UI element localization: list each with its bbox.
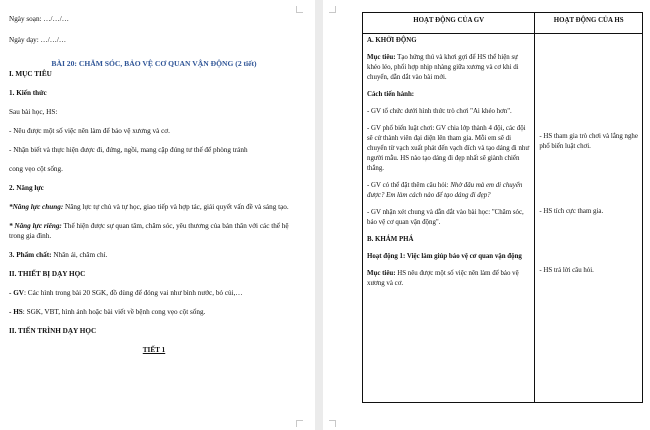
date-teach: Ngày dạy: …/…/… [9, 36, 67, 44]
gv-cell [363, 34, 535, 403]
text: Năng lực tự chủ và tự học, giao tiếp và hợp tác, giải quyết vấn đề và sáng tạo. [63, 203, 289, 211]
paragraph [9, 221, 299, 241]
hs-cell [535, 34, 643, 403]
section-tien-trinh: II. TIẾN TRÌNH DẠY HỌC [9, 327, 97, 335]
label: - GV [9, 289, 24, 297]
text: Thể hiện được sự quan tâm, chăm sóc, yêu thương của bản thân với các thế hệ trong gia đình. [9, 222, 289, 240]
label: * Năng lực riêng: [9, 222, 62, 230]
paragraph [9, 288, 299, 298]
header-gv: HOẠT ĐỘNG CỦA GV [363, 13, 535, 34]
step: - GV tổ chức dưới hình thức trò chơi "Ai khéo hơn". [367, 108, 512, 115]
cach-tien-hanh: Cách tiến hành: [367, 91, 415, 98]
question: Nhờ đâu mà em di chuyển được? Em làm cách nào để tạo dáng đi đẹp? [367, 182, 523, 199]
paragraph: cong vẹo cột sống. [9, 165, 63, 173]
hs-response: - HS tham gia trò chơi và lắng nghe phổ biến luật chơi. [539, 133, 638, 150]
text: - GV có thể đặt thêm câu hỏi: [367, 182, 451, 189]
section-muc-tieu: I. MỤC TIÊU [9, 70, 52, 78]
margin-mark [296, 6, 303, 13]
label: *Năng lực chung: [9, 203, 64, 211]
text: HS nêu được một số việc nên làm để bảo vệ xương và cơ. [367, 270, 519, 287]
hoat-dong-1: Hoạt động 1: Việc làm giúp bảo vệ cơ quan vận động [367, 253, 522, 260]
margin-mark [329, 420, 336, 427]
text: Nhân ái, chăm chỉ. [51, 251, 108, 259]
step: - GV phổ biến luật chơi: GV chia lớp thành 4 đội, các đội sẽ cử thành viên đại diện lên tham gia. Mỗi em sẽ di chuyển từ vạch xuất phát đến vạch đích và tạo dáng đi như người mẫu. HS nào tạo dáng đi đẹp nhất sẽ giành chiến thắng. [367, 125, 530, 172]
right-page [323, 0, 650, 430]
section-thiet-bi: II. THIẾT BỊ DẠY HỌC [9, 270, 86, 278]
paragraph: - Nêu được một số việc nên làm để bảo vệ xương và cơ. [9, 127, 170, 135]
muc-tieu [367, 53, 530, 83]
paragraph: Sau bài học, HS: [9, 108, 58, 116]
paragraph: - Nhận biết và thực hiện được đi, đứng, ngồi, mang cặp đúng tư thế để phòng tránh [9, 146, 248, 154]
label: Mục tiêu: [367, 270, 396, 277]
date-prepare: Ngày soạn: …/…/… [9, 15, 69, 23]
label: 3. Phẩm chất: [9, 251, 52, 259]
margin-mark [329, 6, 336, 13]
label: Mục tiêu: [367, 54, 396, 61]
heading-kien-thuc: 1. Kiến thức [9, 89, 47, 97]
margin-mark [296, 420, 303, 427]
hs-response: - HS trả lời câu hỏi. [539, 267, 594, 274]
label: - HS [9, 308, 23, 316]
tiet-heading: TIẾT 1 [142, 346, 166, 354]
step [367, 181, 530, 201]
text: Tạo hứng thú và khơi gợi để HS thể hiện sự khéo léo, phối hợp nhịp nhàng giữa xương và cơ khi di chuyển, dẫn dắt vào bài mới. [367, 54, 519, 81]
kham-pha: B. KHÁM PHÁ [367, 236, 414, 243]
heading-nang-luc: 2. Năng lực [9, 184, 44, 192]
activity-table [362, 12, 643, 403]
muc-tieu [367, 269, 530, 289]
text: : Các hình trong bài 20 SGK, đồ dùng để đóng vai như bình nước, bó củi,… [23, 289, 243, 297]
left-page [0, 0, 315, 430]
paragraph [9, 307, 299, 317]
paragraph [9, 250, 299, 260]
paragraph [9, 202, 299, 212]
document-body [9, 14, 299, 355]
lesson-title: BÀI 20: CHĂM SÓC, BẢO VỆ CƠ QUAN VẬN ĐỘNG (2 tiết) [51, 59, 257, 68]
hs-response: - HS tích cực tham gia. [539, 208, 604, 215]
table-row [363, 34, 643, 403]
khoi-dong: A. KHỞI ĐỘNG [367, 37, 417, 44]
text: : SGK, VBT, hình ảnh hoặc bài viết về bệnh cong vẹo cột sống. [22, 308, 206, 316]
step: - GV nhận xét chung và dẫn dắt vào bài học: "Chăm sóc, bảo vệ cơ quan vận động". [367, 209, 524, 226]
table-header-row [363, 13, 643, 34]
header-hs: HOẠT ĐỘNG CỦA HS [535, 13, 643, 34]
